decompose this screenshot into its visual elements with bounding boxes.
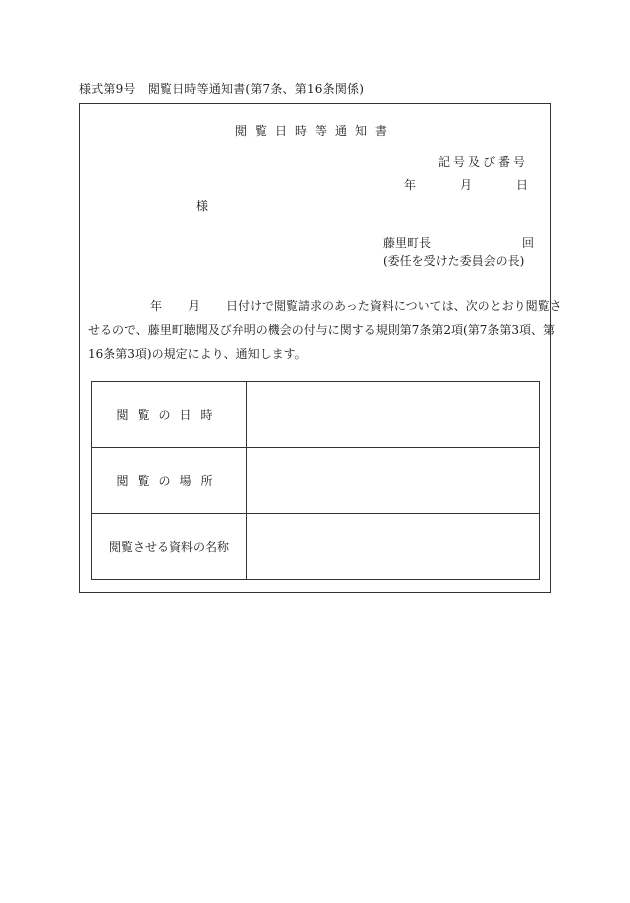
row-value-datetime [247,382,540,448]
table-row [92,448,540,514]
date-day-label: 日 [515,178,528,192]
date-month-label: 月 [459,178,472,192]
sender-note: (委任を受けた委員会の長) [383,254,525,268]
page-title: 閲覧日時等通知書 [234,124,395,138]
body-line-2: せるので、藤里町聴聞及び弁明の機会の付与に関する規則第7条第2項(第7条第3項、第 [88,323,555,337]
issue-date [404,176,528,193]
body-month-label: 月 [188,299,201,313]
sender-name: 藤里町長 [383,236,432,250]
row-value-place [247,448,540,514]
inspection-details-table [91,381,540,580]
reference-number-label: 記号及び番号 [437,155,528,169]
body-line-1-text: 日付けで閲覧請求のあった資料については、次のとおり閲覧さ [226,299,562,313]
date-year-label: 年 [403,178,416,192]
recipient-suffix: 様 [196,199,209,213]
table-row [92,514,540,580]
form-caption: 様式第9号 閲覧日時等通知書(第7条、第16条関係) [79,82,365,96]
body-line-1 [88,294,562,318]
body-line-3: 16条第3項)の規定により、通知します。 [88,347,307,361]
row-value-document-name [247,514,540,580]
body-year-label: 年 [150,299,163,313]
row-label-document-name: 閲覧させる資料の名称 [92,514,247,580]
notice-body [88,294,562,366]
row-label-place: 閲覧の場所 [92,448,247,514]
document-frame [79,103,562,593]
seal-mark: 回 [522,236,535,250]
table-row [92,382,540,448]
row-label-datetime: 閲覧の日時 [92,382,247,448]
